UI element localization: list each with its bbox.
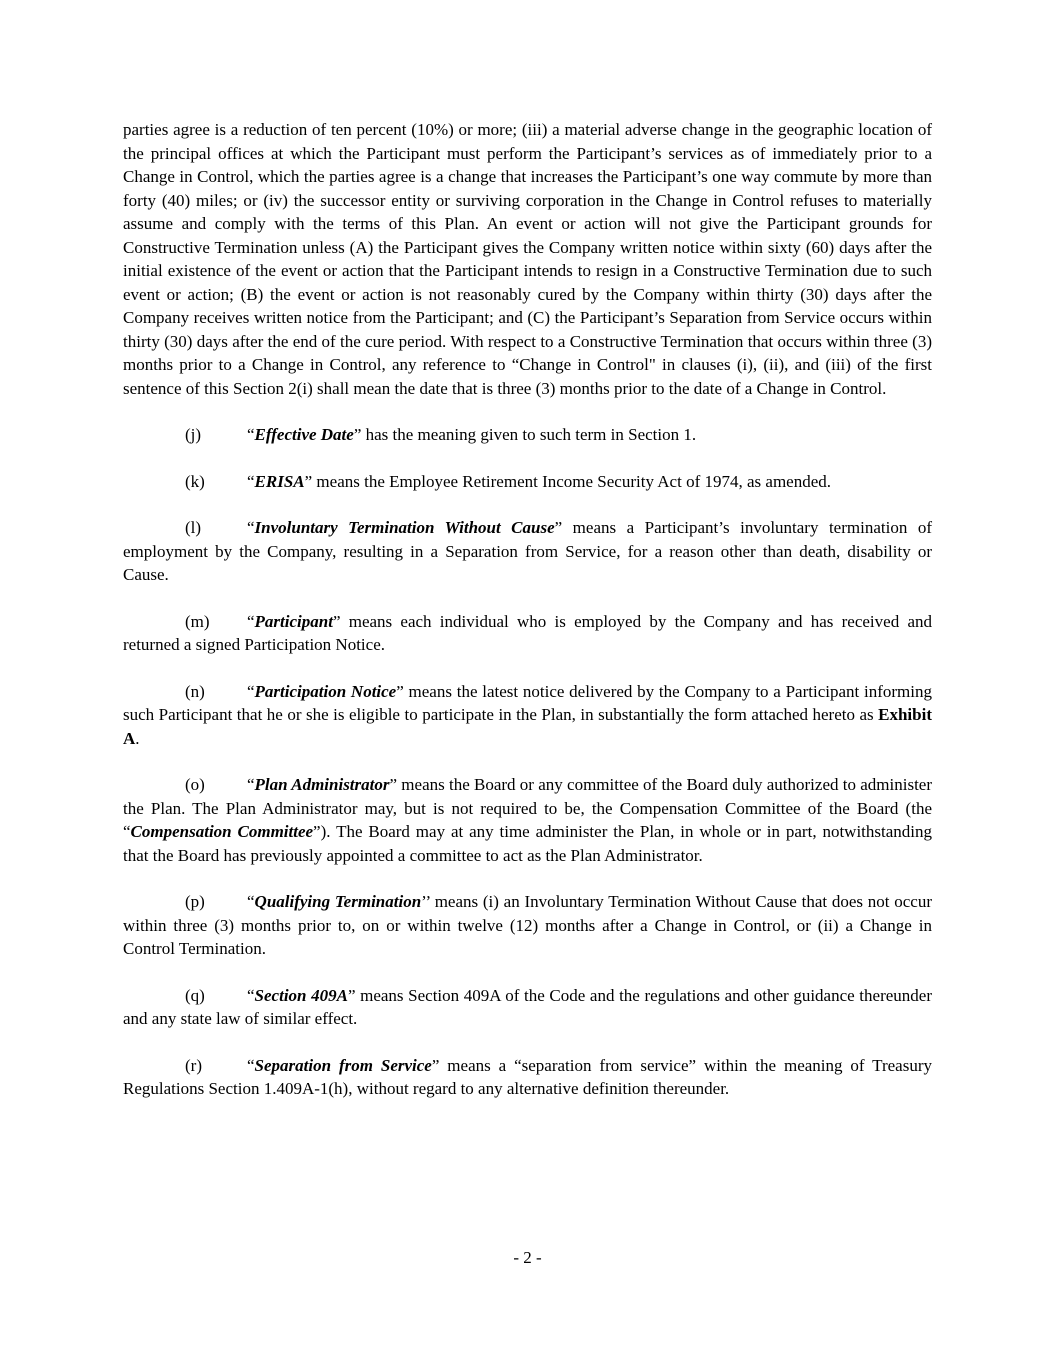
definition-label: (q) bbox=[185, 985, 205, 1005]
paragraph bbox=[123, 423, 932, 447]
page-number: - 2 - bbox=[513, 1248, 542, 1267]
paragraph bbox=[123, 610, 932, 657]
definition-label: (p) bbox=[185, 892, 205, 911]
paragraph bbox=[123, 680, 932, 751]
defined-term: Separation from Service bbox=[254, 1055, 432, 1075]
defined-term: Compensation Committee bbox=[130, 822, 314, 841]
text-run: ” means Section 409A of the Code and the regulations and other guidance thereunder and any state law of similar effect. bbox=[123, 985, 932, 1028]
text-run: ” means each individual who is employed by the Company and has received and returned a signed Participation Notice. bbox=[123, 611, 932, 654]
paragraph bbox=[123, 890, 932, 961]
text-run: “ bbox=[247, 1055, 255, 1075]
text-run: “ bbox=[247, 985, 255, 1005]
text-run: ’’ means (i) an Involuntary Termination Without Cause that does not occur within three (3) months prior to, on or within twelve (12) months after a Change in Control, or (ii) a Change in Control Termination. bbox=[123, 892, 932, 958]
text-run: ” means the latest notice delivered by the Company to a Participant informing such Participant that he or she is eligible to participate in the Plan, in substantially the form attached hereto as bbox=[123, 681, 932, 724]
text-run: “ bbox=[247, 471, 255, 491]
document-body bbox=[123, 118, 932, 1101]
defined-term: Effective Date bbox=[254, 425, 354, 444]
text-run: parties agree is a reduction of ten percent (10%) or more; (iii) a material adverse change in the geographic location of the principal offices at which the Participant must perform the Participant’s services as of immediately prior to a Change in Control, which the parties agree is a change that increases the Participant’s one way commute by more than forty (40) miles; or (iv) the successor entity or surviving corporation in the Change in Control refuses to materially assume and comply with the terms of this Plan. An event or action will not give the Participant grounds for Constructive Termination unless (A) the Participant gives the Company written notice within sixty (60) days after the initial existence of the event or action that the Participant intends to resign in a Constructive Termination due to such event or action; (B) the event or action is not reasonably cured by the Company within thirty (30) days after the Company receives written notice from the Participant; and (C) the Participant’s Separation from Service occurs within thirty (30) days after the end of the cure period. With respect to a Constructive Termination that occurs within three (3) months prior to a Change in Control, any reference to “Change in Control" in clauses (i), (ii), and (iii) of the first sentence of this Section 2(i) shall mean the date that is three (3) months prior to the date of a Change in Control. bbox=[123, 120, 932, 398]
text-run: ”). The Board may at any time administer the Plan, in whole or in part, notwithstanding that the Board has previously appointed a committee to act as the Plan Administrator. bbox=[123, 822, 932, 865]
text-run: “ bbox=[247, 518, 255, 537]
text-run: ” means the Employee Retirement Income Security Act of 1974, as amended. bbox=[304, 471, 832, 491]
text-run: “ bbox=[247, 425, 255, 444]
defined-term: Participation Notice bbox=[254, 681, 397, 701]
text-run: “ bbox=[247, 775, 255, 794]
definition-label: (l) bbox=[185, 518, 202, 537]
definition-label: (n) bbox=[185, 681, 205, 701]
paragraph bbox=[123, 516, 932, 587]
text-run: ” means a “separation from service” within the meaning of Treasury Regulations Section 1.409A-1(h), without regard to any alternative definition thereunder. bbox=[123, 1055, 932, 1098]
text-run: “ bbox=[247, 892, 255, 911]
paragraph bbox=[123, 1054, 932, 1101]
definition-label: (r) bbox=[185, 1055, 202, 1075]
paragraph bbox=[123, 984, 932, 1031]
definition-label: (j) bbox=[185, 425, 202, 444]
text-run: ” means the Board or any committee of the Board duly authorized to administer the Plan. The Plan Administrator may, but is not required to be, the Compensation Committee of the Board (the “ bbox=[123, 775, 932, 841]
text-run: Exhibit A bbox=[123, 705, 932, 748]
text-run: ” means a Participant’s involuntary termination of employment by the Company, resulting in a Separation from Service, for a reason other than death, disability or Cause. bbox=[123, 518, 932, 584]
paragraph bbox=[123, 118, 932, 400]
defined-term: Qualifying Termination bbox=[254, 892, 422, 911]
definition-label: (m) bbox=[185, 611, 210, 631]
defined-term: Section 409A bbox=[254, 985, 348, 1005]
defined-term: Involuntary Termination Without Cause bbox=[254, 518, 555, 537]
text-run: “ bbox=[247, 681, 255, 701]
defined-term: Plan Administrator bbox=[254, 775, 390, 794]
defined-term: Participant bbox=[254, 611, 333, 631]
text-run: “ bbox=[247, 611, 255, 631]
definition-label: (o) bbox=[185, 775, 205, 794]
text-run: . bbox=[135, 728, 140, 748]
paragraph bbox=[123, 773, 932, 867]
defined-term: ERISA bbox=[254, 471, 305, 491]
paragraph bbox=[123, 470, 932, 494]
definition-label: (k) bbox=[185, 471, 205, 491]
text-run: ” has the meaning given to such term in Section 1. bbox=[353, 425, 697, 444]
